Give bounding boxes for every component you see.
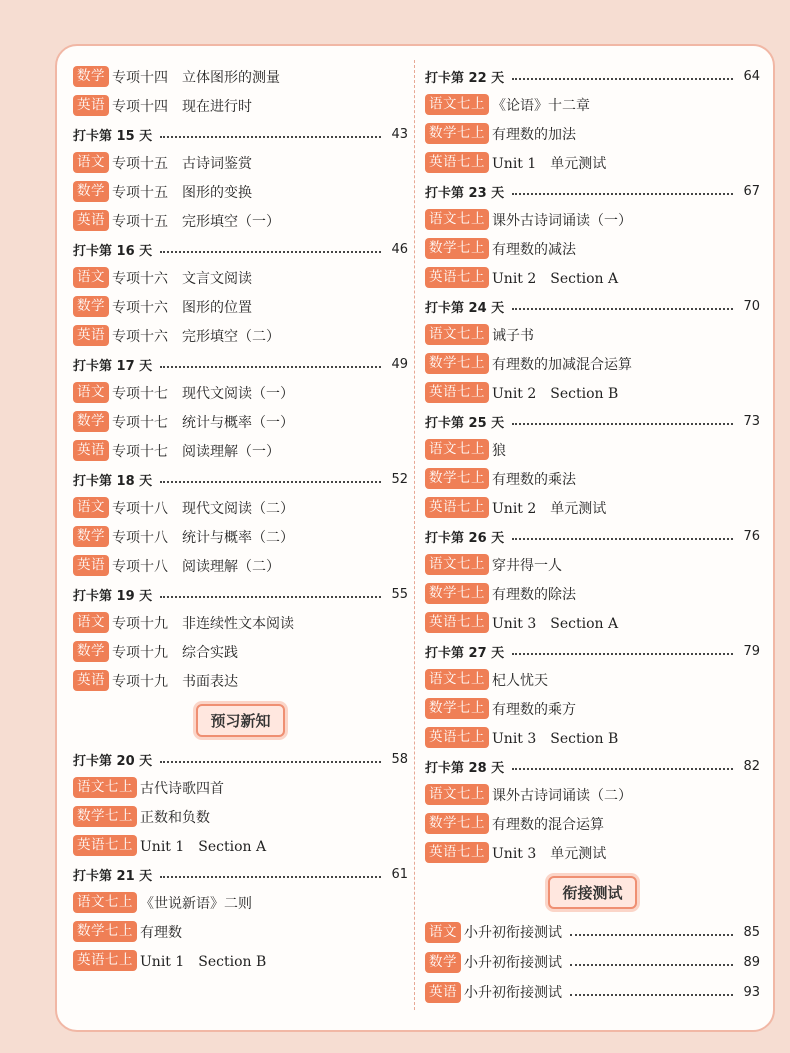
toc-entry[interactable]	[425, 263, 760, 292]
subject-badge: 英语七上	[73, 835, 137, 856]
entry-title: Unit 3 Section A	[492, 615, 619, 632]
entry-title: 专项十五 完形填空（一）	[112, 213, 280, 230]
entry-title: 小升初衔接测试	[464, 925, 562, 941]
toc-entry[interactable]	[425, 838, 760, 867]
toc-entry[interactable]	[425, 378, 760, 407]
subject-badge: 数学	[73, 296, 109, 317]
checkin-label: 打卡第 26 天	[425, 530, 505, 546]
section-header	[73, 695, 408, 745]
entry-title: 专项十五 图形的变换	[112, 184, 252, 201]
dot-leader	[512, 308, 733, 310]
toc-entry[interactable]	[425, 579, 760, 608]
checkin-label: 打卡第 20 天	[73, 753, 153, 769]
entry-title: 课外古诗词诵读（一）	[492, 212, 632, 229]
page-number: 64	[743, 68, 760, 84]
checkin-row[interactable]	[73, 860, 408, 888]
toc-entry[interactable]	[73, 321, 408, 350]
entry-title: 专项十八 阅读理解（二）	[112, 558, 280, 575]
subject-badge: 数学七上	[425, 813, 489, 834]
subject-badge: 语文七上	[425, 439, 489, 460]
subject-badge: 英语七上	[425, 842, 489, 863]
entry-title: 专项十四 立体图形的测量	[112, 69, 280, 86]
toc-entry[interactable]	[73, 206, 408, 235]
right-column	[425, 62, 760, 1007]
subject-badge: 语文七上	[425, 209, 489, 230]
checkin-label: 打卡第 15 天	[73, 128, 153, 144]
page-number: 76	[743, 528, 760, 544]
subject-badge: 语文七上	[425, 554, 489, 575]
subject-badge: 英语七上	[425, 612, 489, 633]
dot-leader	[570, 994, 733, 996]
checkin-label: 打卡第 21 天	[73, 868, 153, 884]
entry-title: 专项十七 统计与概率（一）	[112, 414, 294, 431]
subject-badge: 语文	[73, 152, 109, 173]
dot-leader	[512, 423, 733, 425]
entry-title: 有理数的乘法	[492, 471, 576, 488]
entry-title: Unit 2 单元测试	[492, 500, 607, 517]
checkin-label: 打卡第 18 天	[73, 473, 153, 489]
test-entry[interactable]	[425, 917, 760, 947]
page-number: 89	[743, 954, 760, 970]
dot-leader	[512, 653, 733, 655]
entry-title: 诫子书	[492, 327, 534, 344]
checkin-row[interactable]	[425, 522, 760, 550]
page-number: 79	[743, 643, 760, 659]
subject-badge: 英语	[73, 210, 109, 231]
page-number: 73	[743, 413, 760, 429]
entry-title: 狼	[492, 442, 506, 459]
checkin-label: 打卡第 27 天	[425, 645, 505, 661]
toc-entry[interactable]	[425, 780, 760, 809]
dot-leader	[512, 78, 733, 80]
subject-badge: 数学七上	[425, 353, 489, 374]
subject-badge: 语文	[73, 382, 109, 403]
toc-entry[interactable]	[425, 320, 760, 349]
subject-badge: 英语七上	[425, 497, 489, 518]
column-divider	[414, 60, 415, 1010]
subject-badge: 数学七上	[425, 238, 489, 259]
checkin-label: 打卡第 23 天	[425, 185, 505, 201]
subject-badge: 数学七上	[73, 921, 137, 942]
entry-title: 有理数	[140, 924, 182, 941]
entry-title: 专项十九 非连续性文本阅读	[112, 615, 294, 632]
subject-badge: 英语七上	[73, 950, 137, 971]
entry-title: Unit 2 Section B	[492, 385, 619, 402]
subject-badge: 数学七上	[425, 123, 489, 144]
toc-entry[interactable]	[73, 608, 408, 637]
subject-badge: 数学七上	[425, 698, 489, 719]
subject-badge: 数学七上	[73, 806, 137, 827]
checkin-label: 打卡第 16 天	[73, 243, 153, 259]
subject-badge: 数学	[73, 411, 109, 432]
checkin-row[interactable]	[73, 120, 408, 148]
subject-badge: 数学	[73, 66, 109, 87]
toc-entry[interactable]	[425, 665, 760, 694]
toc-entry[interactable]	[425, 809, 760, 838]
toc-entry[interactable]	[73, 773, 408, 802]
checkin-row[interactable]	[73, 235, 408, 263]
entry-title: 专项十七 阅读理解（一）	[112, 443, 280, 460]
entry-title: 《世说新语》二则	[140, 895, 252, 912]
dot-leader	[160, 876, 381, 878]
page-number: 93	[743, 984, 760, 1000]
toc-entry[interactable]	[425, 205, 760, 234]
left-column	[73, 62, 408, 975]
subject-badge: 语文七上	[73, 892, 137, 913]
page-number: 61	[391, 866, 408, 882]
checkin-row[interactable]	[73, 580, 408, 608]
section-header	[425, 867, 760, 917]
subject-badge: 语文七上	[425, 669, 489, 690]
entry-title: 古代诗歌四首	[140, 780, 224, 797]
entry-title: 专项十四 现在进行时	[112, 98, 252, 115]
page-number: 85	[743, 924, 760, 940]
subject-badge: 数学七上	[425, 468, 489, 489]
toc-entry[interactable]	[73, 917, 408, 946]
toc-entry[interactable]	[425, 234, 760, 263]
entry-title: Unit 1 单元测试	[492, 155, 607, 172]
subject-badge: 数学	[73, 181, 109, 202]
entry-title: 专项十六 完形填空（二）	[112, 328, 280, 345]
entry-title: 专项十六 图形的位置	[112, 299, 252, 316]
checkin-row[interactable]	[425, 752, 760, 780]
dot-leader	[512, 538, 733, 540]
page-number: 70	[743, 298, 760, 314]
entry-title: 有理数的加减混合运算	[492, 356, 632, 373]
toc-entry[interactable]	[73, 802, 408, 831]
page-number: 52	[391, 471, 408, 487]
toc-entry[interactable]	[73, 177, 408, 206]
entry-title: Unit 1 Section A	[140, 838, 267, 855]
toc-entry[interactable]	[425, 464, 760, 493]
toc-entry[interactable]	[73, 831, 408, 860]
subject-badge: 语文	[73, 612, 109, 633]
section-title: 预习新知	[196, 704, 284, 737]
subject-badge: 语文七上	[73, 777, 137, 798]
subject-badge: 语文七上	[425, 784, 489, 805]
entry-title: 专项十六 文言文阅读	[112, 270, 252, 287]
entry-title: 正数和负数	[140, 809, 210, 826]
subject-badge: 数学	[73, 641, 109, 662]
toc-entry[interactable]	[425, 550, 760, 579]
entry-title: 有理数的加法	[492, 126, 576, 143]
entry-title: 专项十九 书面表达	[112, 673, 238, 690]
checkin-label: 打卡第 22 天	[425, 70, 505, 86]
subject-badge: 英语	[73, 440, 109, 461]
dot-leader	[160, 251, 381, 253]
entry-title: 穿井得一人	[492, 557, 562, 574]
toc-entry[interactable]	[73, 292, 408, 321]
entry-title: 专项十八 统计与概率（二）	[112, 529, 294, 546]
entry-title: Unit 3 Section B	[492, 730, 619, 747]
entry-title: 专项十五 古诗词鉴赏	[112, 155, 252, 172]
test-entry[interactable]	[425, 947, 760, 977]
page-number: 82	[743, 758, 760, 774]
dot-leader	[160, 481, 381, 483]
entry-title: Unit 2 Section A	[492, 270, 619, 287]
toc-entry[interactable]	[73, 378, 408, 407]
subject-badge: 数学七上	[425, 583, 489, 604]
checkin-row[interactable]	[425, 62, 760, 90]
checkin-label: 打卡第 19 天	[73, 588, 153, 604]
entry-title: 课外古诗词诵读（二）	[492, 787, 632, 804]
checkin-label: 打卡第 24 天	[425, 300, 505, 316]
checkin-row[interactable]	[425, 292, 760, 320]
toc-entry[interactable]	[73, 263, 408, 292]
test-entry[interactable]	[425, 977, 760, 1007]
toc-entry[interactable]	[73, 666, 408, 695]
checkin-row[interactable]	[425, 177, 760, 205]
checkin-row[interactable]	[73, 350, 408, 378]
checkin-row[interactable]	[73, 745, 408, 773]
subject-badge: 英语七上	[425, 267, 489, 288]
dot-leader	[570, 934, 733, 936]
checkin-label: 打卡第 17 天	[73, 358, 153, 374]
checkin-row[interactable]	[425, 637, 760, 665]
entry-title: 有理数的减法	[492, 241, 576, 258]
entry-title: 有理数的混合运算	[492, 816, 604, 833]
entry-title: 小升初衔接测试	[464, 955, 562, 971]
toc-entry[interactable]	[73, 407, 408, 436]
toc-entry[interactable]	[73, 637, 408, 666]
entry-title: 《论语》十二章	[492, 97, 590, 114]
dot-leader	[512, 768, 733, 770]
entry-title: 专项十九 综合实践	[112, 644, 238, 661]
page-number: 46	[391, 241, 408, 257]
toc-entry[interactable]	[73, 946, 408, 975]
subject-badge: 语文	[73, 497, 109, 518]
subject-badge: 英语七上	[425, 382, 489, 403]
subject-badge: 数学	[425, 952, 461, 973]
entry-title: 杞人忧天	[492, 672, 548, 689]
checkin-row[interactable]	[73, 465, 408, 493]
checkin-label: 打卡第 25 天	[425, 415, 505, 431]
toc-entry[interactable]	[73, 62, 408, 91]
entry-title: 专项十八 现代文阅读（二）	[112, 500, 294, 517]
subject-badge: 英语七上	[425, 727, 489, 748]
page-number: 43	[391, 126, 408, 142]
section-title: 衔接测试	[548, 876, 636, 909]
entry-title: Unit 1 Section B	[140, 953, 267, 970]
subject-badge: 英语七上	[425, 152, 489, 173]
checkin-row[interactable]	[425, 407, 760, 435]
toc-entry[interactable]	[425, 723, 760, 752]
toc-entry[interactable]	[425, 90, 760, 119]
page-number: 55	[391, 586, 408, 602]
subject-badge: 英语	[73, 555, 109, 576]
subject-badge: 语文七上	[425, 94, 489, 115]
page-number: 67	[743, 183, 760, 199]
page-number: 58	[391, 751, 408, 767]
toc-entry[interactable]	[73, 148, 408, 177]
dot-leader	[570, 964, 733, 966]
toc-entry[interactable]	[73, 91, 408, 120]
toc-entry[interactable]	[73, 888, 408, 917]
toc-entry[interactable]	[425, 119, 760, 148]
entry-title: 小升初衔接测试	[464, 985, 562, 1001]
toc-entry[interactable]	[425, 148, 760, 177]
toc-entry[interactable]	[425, 493, 760, 522]
subject-badge: 英语	[73, 325, 109, 346]
dot-leader	[512, 193, 733, 195]
toc-entry[interactable]	[73, 551, 408, 580]
entry-title: 有理数的除法	[492, 586, 576, 603]
entry-title: 有理数的乘方	[492, 701, 576, 718]
toc-entry[interactable]	[425, 608, 760, 637]
entry-title: 专项十七 现代文阅读（一）	[112, 385, 294, 402]
page-number: 49	[391, 356, 408, 372]
toc-entry[interactable]	[73, 436, 408, 465]
toc-entry[interactable]	[73, 522, 408, 551]
dot-leader	[160, 596, 381, 598]
subject-badge: 语文	[73, 267, 109, 288]
toc-entry[interactable]	[73, 493, 408, 522]
subject-badge: 数学	[73, 526, 109, 547]
dot-leader	[160, 761, 381, 763]
dot-leader	[160, 366, 381, 368]
subject-badge: 英语	[73, 670, 109, 691]
subject-badge: 语文七上	[425, 324, 489, 345]
subject-badge: 英语	[73, 95, 109, 116]
entry-title: Unit 3 单元测试	[492, 845, 607, 862]
toc-entry[interactable]	[425, 694, 760, 723]
subject-badge: 语文	[425, 922, 461, 943]
toc-entry[interactable]	[425, 349, 760, 378]
toc-entry[interactable]	[425, 435, 760, 464]
subject-badge: 英语	[425, 982, 461, 1003]
checkin-label: 打卡第 28 天	[425, 760, 505, 776]
dot-leader	[160, 136, 381, 138]
